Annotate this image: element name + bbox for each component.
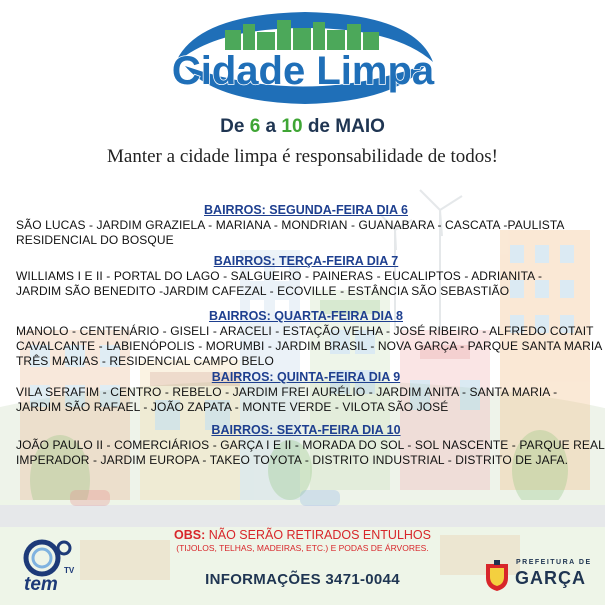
neighborhood-line: SÃO LUCAS - JARDIM GRAZIELA - MARIANA - MONDRIAN - GUANABARA - CASCATA -PAULISTA xyxy=(16,218,565,232)
collection-schedule xyxy=(16,203,605,474)
neighborhood-line: MANOLO - CENTENÁRIO - GISELI - ARACELI - ESTAÇÃO VELHA - JOSÉ RIBEIRO - ALFREDO COTAIT xyxy=(16,324,594,338)
dates-start: 6 xyxy=(249,116,261,137)
neighborhood-line: VILA SERAFIM - CENTRO - REBELO - JARDIM FREI AURÉLIO - JARDIM ANITA - SANTA MARIA - xyxy=(16,385,558,399)
dates-end: 10 xyxy=(281,116,303,137)
day-title: BAIRROS: QUARTA-FEIRA DIA 8 xyxy=(209,309,403,323)
neighborhood-line: WILLIAMS I E II - PORTAL DO LAGO - SALGUEIRO - PAINERAS - EUCALIPTOS - ADRIANITA - xyxy=(16,269,543,283)
info-phone: INFORMAÇÕES 3471-0044 xyxy=(205,571,400,588)
tagline: Manter a cidade limpa é responsabilidade de todos! xyxy=(107,146,498,167)
campaign-dates xyxy=(0,116,605,138)
neighborhood-line: JARDIM SÃO BENEDITO -JARDIM CAFEZAL - ECOVILLE - ESTÂNCIA SÃO SEBASTIÃO xyxy=(16,284,510,298)
tem-tv: TV xyxy=(64,566,75,575)
schedule-day-wednesday xyxy=(16,309,603,369)
obs-main xyxy=(0,528,605,542)
schedule-day-friday xyxy=(16,423,605,468)
dates-suffix: de MAIO xyxy=(307,116,385,137)
logo-title: Cidade Limpa xyxy=(171,49,435,93)
neighborhood-line: JARDIM SÃO RAFAEL - JOÃO ZAPATA - MONTE VERDE - VILOTA SÃO JOSÉ xyxy=(16,400,449,414)
neighborhood-line: IMPERADOR - JARDIM EUROPA - TAKEO TOYOTA - DISTRITO INDUSTRIAL - DISTRITO DE JAFA. xyxy=(16,453,569,467)
neighborhood-line: RESIDENCIAL DO BOSQUE xyxy=(16,233,174,247)
prefeitura-garca-logo xyxy=(484,556,596,596)
schedule-day-tuesday xyxy=(16,254,596,299)
day-title: BAIRROS: SEGUNDA-FEIRA DIA 6 xyxy=(204,203,408,217)
tem-word: tem xyxy=(24,574,58,595)
day-title: BAIRROS: SEXTA-FEIRA DIA 10 xyxy=(211,423,401,437)
city-name: GARÇA xyxy=(515,568,586,588)
tem-tv-logo xyxy=(20,538,80,598)
dates-prefix: De xyxy=(220,116,245,137)
cidade-limpa-logo xyxy=(165,6,440,114)
crest-icon xyxy=(484,560,510,592)
prefeitura-label: PREFEITURA DE xyxy=(516,559,592,566)
day-title: BAIRROS: TERÇA-FEIRA DIA 7 xyxy=(213,254,399,268)
neighborhood-line: CAVALCANTE - LABIENÓPOLIS - MORUMBI - JARDIM BRASIL - NOVA GARÇA - PARQUE SANTA MARIA xyxy=(16,339,603,353)
obs-text: NÃO SERÃO RETIRADOS ENTULHOS xyxy=(208,528,431,542)
observation-note xyxy=(0,528,605,553)
obs-label: OBS: xyxy=(174,528,206,542)
schedule-day-thursday xyxy=(16,370,596,415)
schedule-day-monday xyxy=(16,203,596,248)
obs-sub: (TIJOLOS, TELHAS, MADEIRAS, ETC.) E PODAS DE ÁRVORES. xyxy=(176,543,429,553)
neighborhood-line: TRÊS MARIAS - RESIDENCIAL CAMPO BELO xyxy=(16,354,274,368)
neighborhood-line: JOÃO PAULO II - COMERCIÁRIOS - GARÇA I E II - MORADA DO SOL - SOL NASCENTE - PARQUE REAL xyxy=(16,438,605,452)
dates-connector: a xyxy=(265,116,277,137)
day-title: BAIRROS: QUINTA-FEIRA DIA 9 xyxy=(211,370,401,384)
